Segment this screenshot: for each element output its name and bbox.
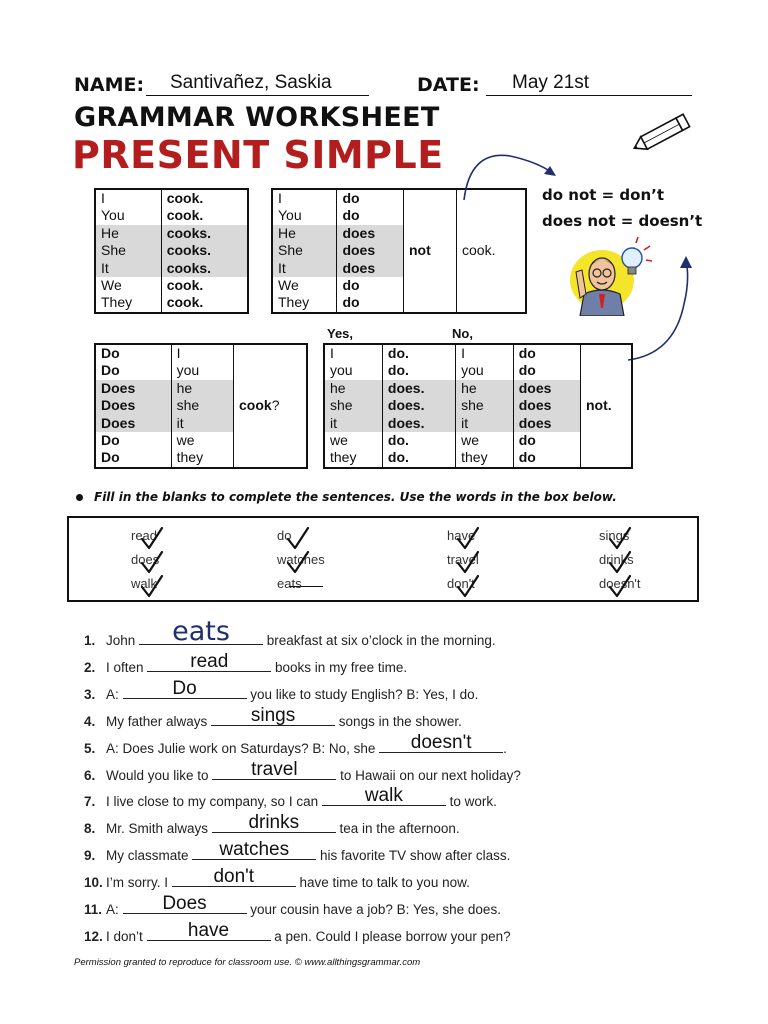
subject-cell: he [171, 380, 233, 397]
subject-cell: you [456, 362, 514, 379]
sentence-after: breakfast at six o’clock in the morning. [263, 633, 496, 648]
page-subtitle: PRESENT SIMPLE [72, 133, 444, 177]
check-icon [607, 550, 633, 576]
table-row [95, 294, 248, 312]
contraction-do-not: do not = don’t [542, 186, 665, 204]
subject-cell: I [330, 345, 334, 361]
answer-text: have [187, 919, 230, 941]
verb-cell: cooks. [161, 242, 248, 259]
sentence-before: I’m sorry. I [106, 875, 172, 891]
sentence-number: 3. [84, 686, 96, 702]
sentence-before: My classmate [106, 848, 193, 864]
question-mark: ? [271, 397, 280, 414]
subject-cell: He [272, 225, 337, 242]
subject-cell: we [330, 432, 348, 449]
word-option: doesn't [599, 576, 641, 591]
check-icon [607, 574, 633, 600]
answer-blank[interactable] [123, 893, 247, 914]
sentence-item [84, 758, 521, 783]
verb-text: cook [239, 397, 272, 414]
short-answer-table [323, 343, 633, 469]
check-icon [285, 550, 311, 576]
subject-cell: I [278, 190, 282, 206]
subject-cell: she [171, 397, 233, 414]
affirmative-table [94, 188, 249, 314]
answer-text: Do [172, 677, 197, 699]
word-option: walk [131, 576, 158, 591]
verb-cell: cook. [161, 294, 248, 312]
auxiliary-cell: Does [95, 397, 171, 414]
subject-cell: he [456, 380, 514, 397]
verb-cell [234, 344, 308, 468]
subject-cell: They [101, 294, 133, 311]
answer-blank[interactable] [212, 758, 336, 780]
sentence-item [84, 919, 511, 944]
sentence-item [84, 893, 501, 917]
auxiliary-cell: does. [382, 415, 455, 432]
contraction-does-not: does not = doesn’t [542, 212, 703, 230]
subject-cell: She [95, 242, 161, 259]
sentence-after: . [503, 740, 507, 756]
auxiliary-cell: does [337, 225, 404, 242]
auxiliary-cell: Do [101, 345, 120, 361]
subject-cell: I [101, 190, 105, 206]
subject-cell: we [456, 432, 514, 449]
sentence-number: 11. [84, 902, 103, 917]
word-option: drinks [599, 552, 634, 567]
sentence-before: I often [106, 659, 148, 675]
sentence-after: to Hawaii on our next holiday? [336, 767, 521, 783]
answer-text: Does [162, 893, 207, 914]
auxiliary-cell: does [513, 415, 580, 432]
word-option: have [447, 528, 476, 543]
page-title: GRAMMAR WORKSHEET [74, 102, 440, 133]
sentence-before: A: [106, 902, 123, 917]
auxiliary-cell: do. [382, 344, 455, 362]
sentence-before: Would you like to [106, 767, 213, 783]
subject-cell: It [272, 260, 337, 277]
sentence-after: you like to study English? B: Yes, I do. [246, 686, 479, 702]
subject-cell: it [456, 415, 514, 432]
subject-cell: We [101, 277, 122, 294]
auxiliary-cell: does [513, 397, 580, 414]
subject-cell: They [278, 294, 310, 311]
subject-cell: it [324, 415, 382, 432]
subject-cell: he [324, 380, 382, 397]
sentence-before: My father always [106, 713, 212, 729]
sentence-after: books in my free time. [271, 659, 408, 675]
subject-cell: You [101, 207, 125, 224]
auxiliary-cell: does. [382, 397, 455, 414]
auxiliary-cell: do [513, 449, 580, 467]
auxiliary-cell: Does [95, 415, 171, 432]
answer-blank[interactable] [123, 677, 247, 699]
not-cell: not [404, 189, 457, 313]
sentence-after: his favorite TV show after class. [316, 848, 511, 864]
table-row [95, 260, 248, 277]
sentence-before: I don’t [106, 928, 147, 944]
name-value: Santivañez, Saskia [170, 72, 332, 93]
subject-cell: you [330, 362, 353, 379]
verb-cell: cook. [161, 207, 248, 224]
answer-blank[interactable] [147, 650, 271, 672]
sentence-number: 9. [84, 848, 96, 864]
auxiliary-cell: Does [95, 380, 171, 397]
subject-cell: He [95, 225, 161, 242]
sentence-number: 8. [84, 821, 96, 837]
sentence-number: 7. [84, 794, 96, 810]
auxiliary-cell: Do [101, 432, 120, 449]
answer-text: travel [251, 758, 298, 780]
answer-blank[interactable] [192, 839, 316, 861]
answer-text: doesn't [410, 731, 472, 753]
sentence-item [84, 785, 497, 810]
answer-text: walk [364, 785, 403, 807]
subject-cell: she [456, 397, 514, 414]
sentence-after: tea in the afternoon. [335, 821, 460, 837]
sentence-after: have time to talk to you now. [295, 875, 470, 891]
date-field[interactable] [486, 72, 692, 96]
check-icon [455, 526, 481, 552]
answer-blank[interactable] [139, 616, 263, 647]
table-row [95, 225, 248, 242]
sentence-number: 1. [84, 633, 96, 648]
date-value: May 21st [512, 72, 590, 93]
subject-cell: they [171, 449, 233, 467]
auxiliary-cell: do [513, 432, 580, 449]
answer-blank[interactable] [147, 919, 271, 941]
word-option: don't [447, 576, 475, 591]
verb-cell: cooks. [161, 225, 248, 242]
sentence-item [84, 812, 460, 837]
auxiliary-cell: do [513, 362, 580, 379]
sentence-before: I live close to my company, so I can [106, 794, 322, 810]
sentence-before: A: [106, 686, 123, 702]
check-icon [285, 526, 311, 552]
word-option: sings [599, 528, 630, 543]
auxiliary-cell: do. [382, 362, 455, 379]
subject-cell: We [278, 277, 299, 294]
verb-cell: cook. [161, 277, 248, 294]
word-option: travel [447, 552, 479, 567]
subject-cell: It [95, 260, 161, 277]
sentence-before: A: Does Julie work on Saturdays? B: No, she [106, 740, 380, 756]
table-row [95, 207, 248, 224]
auxiliary-cell: do [337, 207, 404, 224]
sentence-item [84, 650, 408, 675]
sentence-number: 2. [84, 659, 96, 675]
subject-cell: I [171, 344, 233, 362]
name-field[interactable] [146, 72, 369, 96]
check-icon [285, 574, 311, 600]
sentence-item [84, 839, 511, 864]
no-label: No, [452, 326, 473, 341]
check-icon [455, 550, 481, 576]
auxiliary-cell: do [337, 189, 404, 207]
sentence-number: 10. [84, 875, 103, 891]
sentence-item [84, 731, 507, 756]
subject-cell: She [272, 242, 337, 259]
subject-cell: they [330, 449, 357, 466]
check-icon [455, 574, 481, 600]
table-row [95, 242, 248, 259]
sentence-after: songs in the shower. [335, 713, 462, 729]
answer-text: eats [172, 616, 230, 647]
sentence-number: 5. [84, 740, 96, 756]
check-icon [607, 526, 633, 552]
sentence-after: to work. [445, 794, 497, 810]
footer-permission: Permission granted to reproduce for classroom use. © www.allthingsgrammar.com [74, 957, 421, 968]
subject-cell: I [456, 344, 514, 362]
not-cell: not. [581, 344, 633, 468]
answer-text: drinks [248, 812, 300, 834]
auxiliary-cell: do. [382, 432, 455, 449]
answer-text: watches [219, 839, 290, 861]
sentence-after: a pen. Could I please borrow your pen? [270, 928, 511, 944]
instruction-text: Fill in the blanks to complete the sentences. Use the words in the box below. [94, 490, 617, 504]
subject-cell: she [324, 397, 382, 414]
auxiliary-cell: does [337, 260, 404, 277]
answer-text: don't [213, 866, 255, 888]
auxiliary-cell: Do [101, 449, 120, 466]
date-label: DATE: [417, 74, 480, 96]
word-option: do [277, 528, 292, 543]
sentence-number: 6. [84, 767, 96, 783]
sentence-item [84, 704, 462, 729]
auxiliary-cell: do [513, 344, 580, 362]
sentence-item [84, 677, 479, 702]
check-icon [139, 550, 165, 576]
word-box [67, 516, 699, 602]
auxiliary-cell: Do [101, 362, 120, 379]
answer-blank[interactable] [322, 785, 446, 807]
subject-cell: we [171, 432, 233, 449]
sentence-before: John [106, 633, 140, 648]
question-table [94, 343, 308, 469]
verb-cell: cooks. [161, 260, 248, 277]
auxiliary-cell: do. [382, 449, 455, 467]
answer-blank[interactable] [211, 704, 335, 726]
table-row [324, 344, 632, 362]
bullet [76, 494, 83, 501]
sentence-before: Mr. Smith always [106, 821, 212, 837]
name-label: NAME: [74, 74, 145, 96]
sentence-after: your cousin have a job? B: Yes, she does. [246, 902, 501, 917]
subject-cell: they [456, 449, 514, 467]
table-row [95, 277, 248, 294]
auxiliary-cell: do [337, 294, 404, 312]
subject-cell: you [171, 362, 233, 379]
auxiliary-cell: does. [382, 380, 455, 397]
sentence-number: 12. [84, 928, 103, 944]
sentence-number: 4. [84, 713, 96, 729]
subject-cell: You [278, 207, 302, 224]
answer-blank[interactable] [212, 812, 336, 834]
auxiliary-cell: does [513, 380, 580, 397]
word-option: eats [277, 576, 302, 591]
answer-blank[interactable] [172, 866, 296, 888]
verb-cell: cook. [161, 189, 248, 207]
yes-label: Yes, [327, 326, 354, 341]
subject-cell: it [171, 415, 233, 432]
word-option: does [131, 552, 160, 567]
table-row [95, 344, 307, 362]
strike-mark [289, 586, 323, 587]
sentence-item [84, 866, 470, 891]
table-row [95, 189, 248, 207]
sentence-item [84, 616, 496, 648]
answer-blank[interactable] [379, 731, 503, 753]
check-icon [139, 574, 165, 600]
answer-text: sings [250, 704, 296, 726]
auxiliary-cell: does [337, 242, 404, 259]
verb-cell: cook. [457, 189, 527, 313]
check-icon [139, 526, 165, 552]
word-option: watches [277, 552, 325, 567]
auxiliary-cell: do [337, 277, 404, 294]
word-option: read [131, 528, 158, 543]
answer-text: read [190, 650, 229, 672]
